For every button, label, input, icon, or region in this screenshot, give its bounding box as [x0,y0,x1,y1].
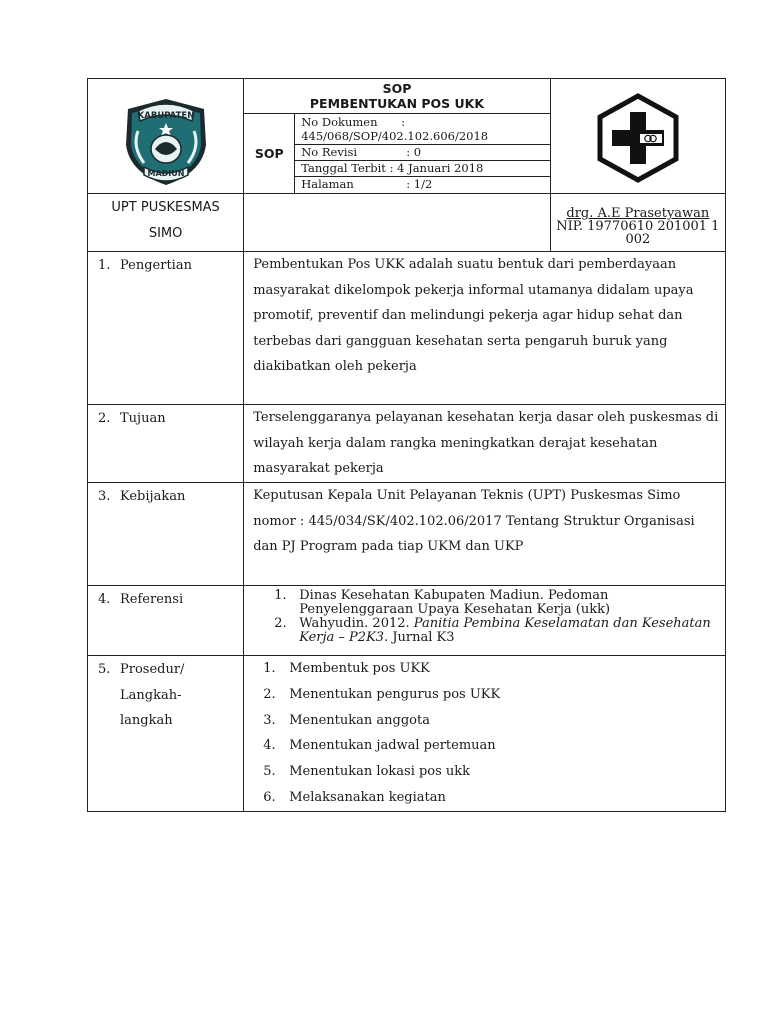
meta-no-dokumen: No Dokumen : 445/068/SOP/402.102.606/2018 [295,114,549,145]
sop-label: SOP [244,114,295,193]
regency-logo-cell [88,79,244,194]
logo-top-text: KABUPATEN [137,111,194,121]
no-dokumen-value: 445/068/SOP/402.102.606/2018 [301,129,489,143]
procedure-steps [244,656,725,811]
sop-title [244,79,549,114]
health-emblem-cell [550,79,725,194]
meta-tanggal-terbit: Tanggal Terbit : 4 Januari 2018 [295,161,549,177]
section-label-tujuan: 2. Tujuan [88,405,244,483]
madiun-regency-crest-icon [118,95,214,187]
list-item: 4. Menentukan jadwal pertemuan [263,738,496,754]
signatory-cell [550,194,725,252]
unit-name-line1: UPT PUSKESMAS [111,200,220,215]
list-item: 1. Dinas Kesehatan Kabupaten Madiun. Pedoman Penyelenggaraan Upaya Kesehatan Kerja (ukk) [274,588,611,617]
section-prosedur-steps-cell [244,656,726,812]
health-cross-hexagon-icon [592,92,684,184]
reference-list [244,589,725,645]
logo-bottom-text: MADIUN [147,169,185,178]
list-item: 3. Menentukan anggota [263,712,430,728]
signatory-nip: NIP. 19770610 201001 1 002 [556,219,720,247]
section-text-pengertian: Pembentukan Pos UKK adalah suatu bentuk dari pemberdayaan masyarakat dikelompok pekerja informal utamanya didalam upaya promotif, preventif dan melindungi pekerja agar hidup sehat dan terbebas dari gangguan kesehatan serta pengaruh buruk yang diakibatkan oleh pekerja [244,252,726,405]
sop-title-line2: PEMBENTUKAN POS UKK [309,96,485,111]
list-item: 6. Melaksanakan kegiatan [263,789,446,805]
section-label-pengertian: 1. Pengertian [88,252,244,405]
section-referensi-list-cell [244,586,726,656]
meta-no-revisi: No Revisi : 0 [295,145,549,161]
document-metadata [295,114,549,193]
list-item: 2. Menentukan pengurus pos UKK [263,686,501,702]
list-item: 1. Membentuk pos UKK [263,661,430,676]
section-label-prosedur: 5. Prosedur/ Langkah- langkah [88,656,244,812]
unit-name-line2: SIMO [148,226,183,241]
meta-halaman: Halaman : 1/2 [301,177,433,191]
list-item: 5. Menentukan lokasi pos ukk [263,764,471,780]
section-label-kebijakan: 3. Kebijakan [88,483,244,586]
section-text-tujuan: Terselenggaranya pelayanan kesehatan kerja dasar oleh puskesmas di wilayah kerja dalam rangka meningkatkan derajat kesehatan masyarakat pekerja [244,405,726,483]
unit-name-cell [88,194,244,252]
section-label-referensi: 4. Referensi [88,586,244,656]
signatory-name: drg. A.E Prasetyawan [566,206,710,221]
blank-cell [244,194,550,252]
sop-document-table [87,78,726,812]
list-item: 2. Wahyudin. 2012. Panitia Pembina Keselamatan dan Kesehatan Kerja – P2K3. Jurnal K3 [274,616,711,645]
section-text-kebijakan: Keputusan Kepala Unit Pelayanan Teknis (UPT) Puskesmas Simo nomor : 445/034/SK/402.102.06/2017 Tentang Struktur Organisasi dan PJ Program pada tiap UKM dan UKP [244,483,726,586]
sop-header-cell [244,79,550,194]
sop-title-line1: SOP [382,81,412,96]
